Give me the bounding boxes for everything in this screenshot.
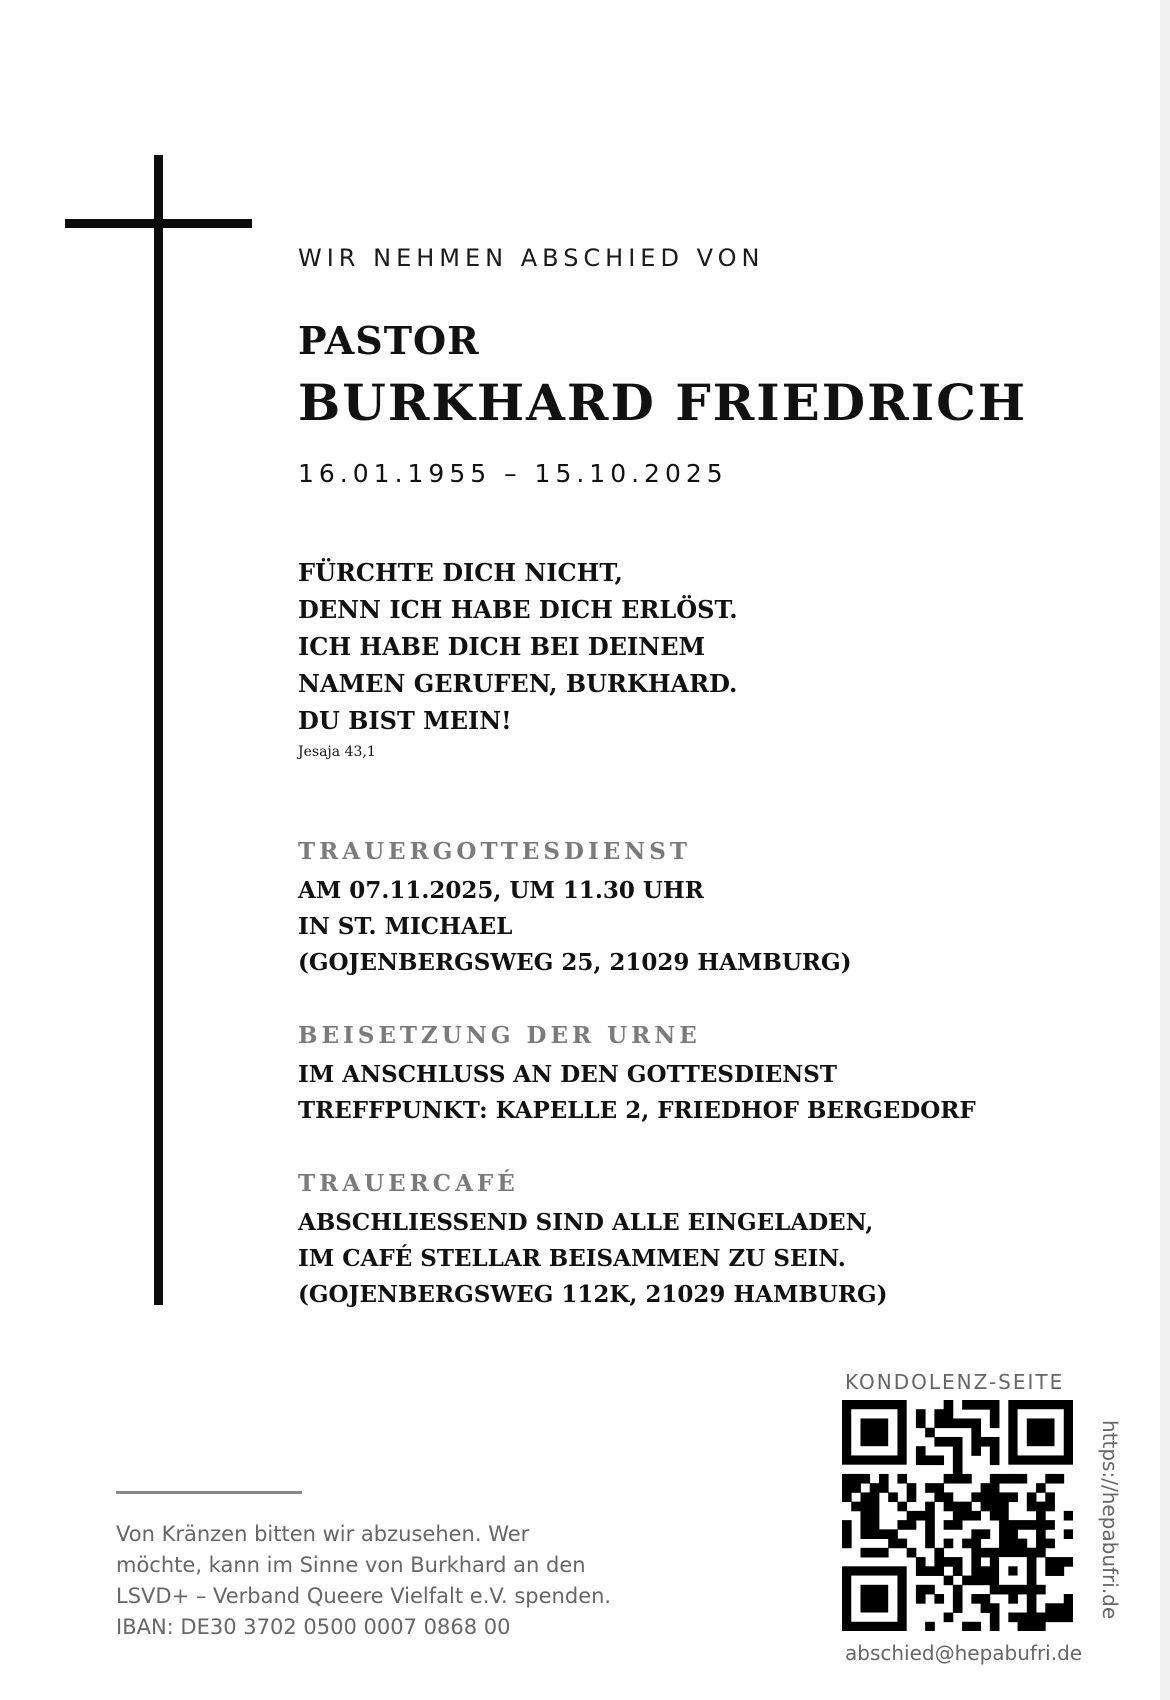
service-section	[298, 838, 1058, 981]
cross-horizontal-bar	[65, 219, 252, 228]
qr-code-icon[interactable]	[842, 1400, 1073, 1631]
donation-divider	[116, 1491, 302, 1494]
person-name: BURKHARD FRIEDRICH	[298, 373, 1028, 432]
donation-line: möchte, kann im Sinne von Burkhard an den	[116, 1553, 586, 1577]
verse-source: Jesaja 43,1	[298, 744, 376, 760]
funeral-cafe-heading: TRAUERCAFÉ	[298, 1170, 519, 1197]
urn-burial-heading: BEISETZUNG DER URNE	[298, 1022, 701, 1049]
donation-line: Von Kränzen bitten wir abzusehen. Wer	[116, 1522, 530, 1546]
life-dates: 16.01.1955 – 15.10.2025	[298, 459, 728, 488]
urn-burial-line: TREFFPUNKT: KAPELLE 2, FRIEDHOF BERGEDORF	[298, 1097, 976, 1124]
funeral-cafe-line: ABSCHLIESSEND SIND ALLE EINGELADEN,	[298, 1209, 874, 1236]
service-heading: TRAUERGOTTESDIENST	[298, 838, 691, 865]
funeral-cafe-line: IM CAFÉ STELLAR BEISAMMEN ZU SEIN.	[298, 1245, 846, 1272]
donation-note	[116, 1519, 766, 1643]
condolence-email-link[interactable]: abschied@hepabufri.de	[845, 1641, 1083, 1665]
urn-burial-section	[298, 1022, 1058, 1129]
service-line: IN ST. MICHAEL	[298, 913, 513, 940]
service-line: (GOJENBERGSWEG 25, 21029 HAMBURG)	[298, 949, 852, 976]
verse-line: DENN ICH HABE DICH ERLÖST.	[298, 595, 738, 624]
funeral-cafe-line: (GOJENBERGSWEG 112K, 21029 HAMBURG)	[298, 1281, 888, 1308]
verse-line: NAMEN GERUFEN, BURKHARD.	[298, 669, 738, 698]
farewell-kicker: WIR NEHMEN ABSCHIED VON	[298, 244, 765, 272]
verse-line: ICH HABE DICH BEI DEINEM	[298, 632, 706, 661]
verse-line: FÜRCHTE DICH NICHT,	[298, 558, 623, 587]
donation-line: IBAN: DE30 3702 0500 0007 0868 00	[116, 1615, 511, 1639]
cross-vertical-bar	[154, 155, 163, 1305]
condolence-url-link[interactable]: https://hepabufri.de	[1098, 1420, 1122, 1620]
funeral-cafe-section	[298, 1170, 1058, 1313]
condolence-heading: KONDOLENZ-SEITE	[845, 1370, 1065, 1394]
donation-line: LSVD+ – Verband Queere Vielfalt e.V. spenden.	[116, 1584, 612, 1608]
person-title: PASTOR	[298, 318, 480, 363]
urn-burial-line: IM ANSCHLUSS AN DEN GOTTESDIENST	[298, 1061, 838, 1088]
verse-line: DU BIST MEIN!	[298, 706, 512, 735]
bible-verse	[298, 554, 998, 760]
service-line: AM 07.11.2025, UM 11.30 UHR	[298, 877, 704, 904]
